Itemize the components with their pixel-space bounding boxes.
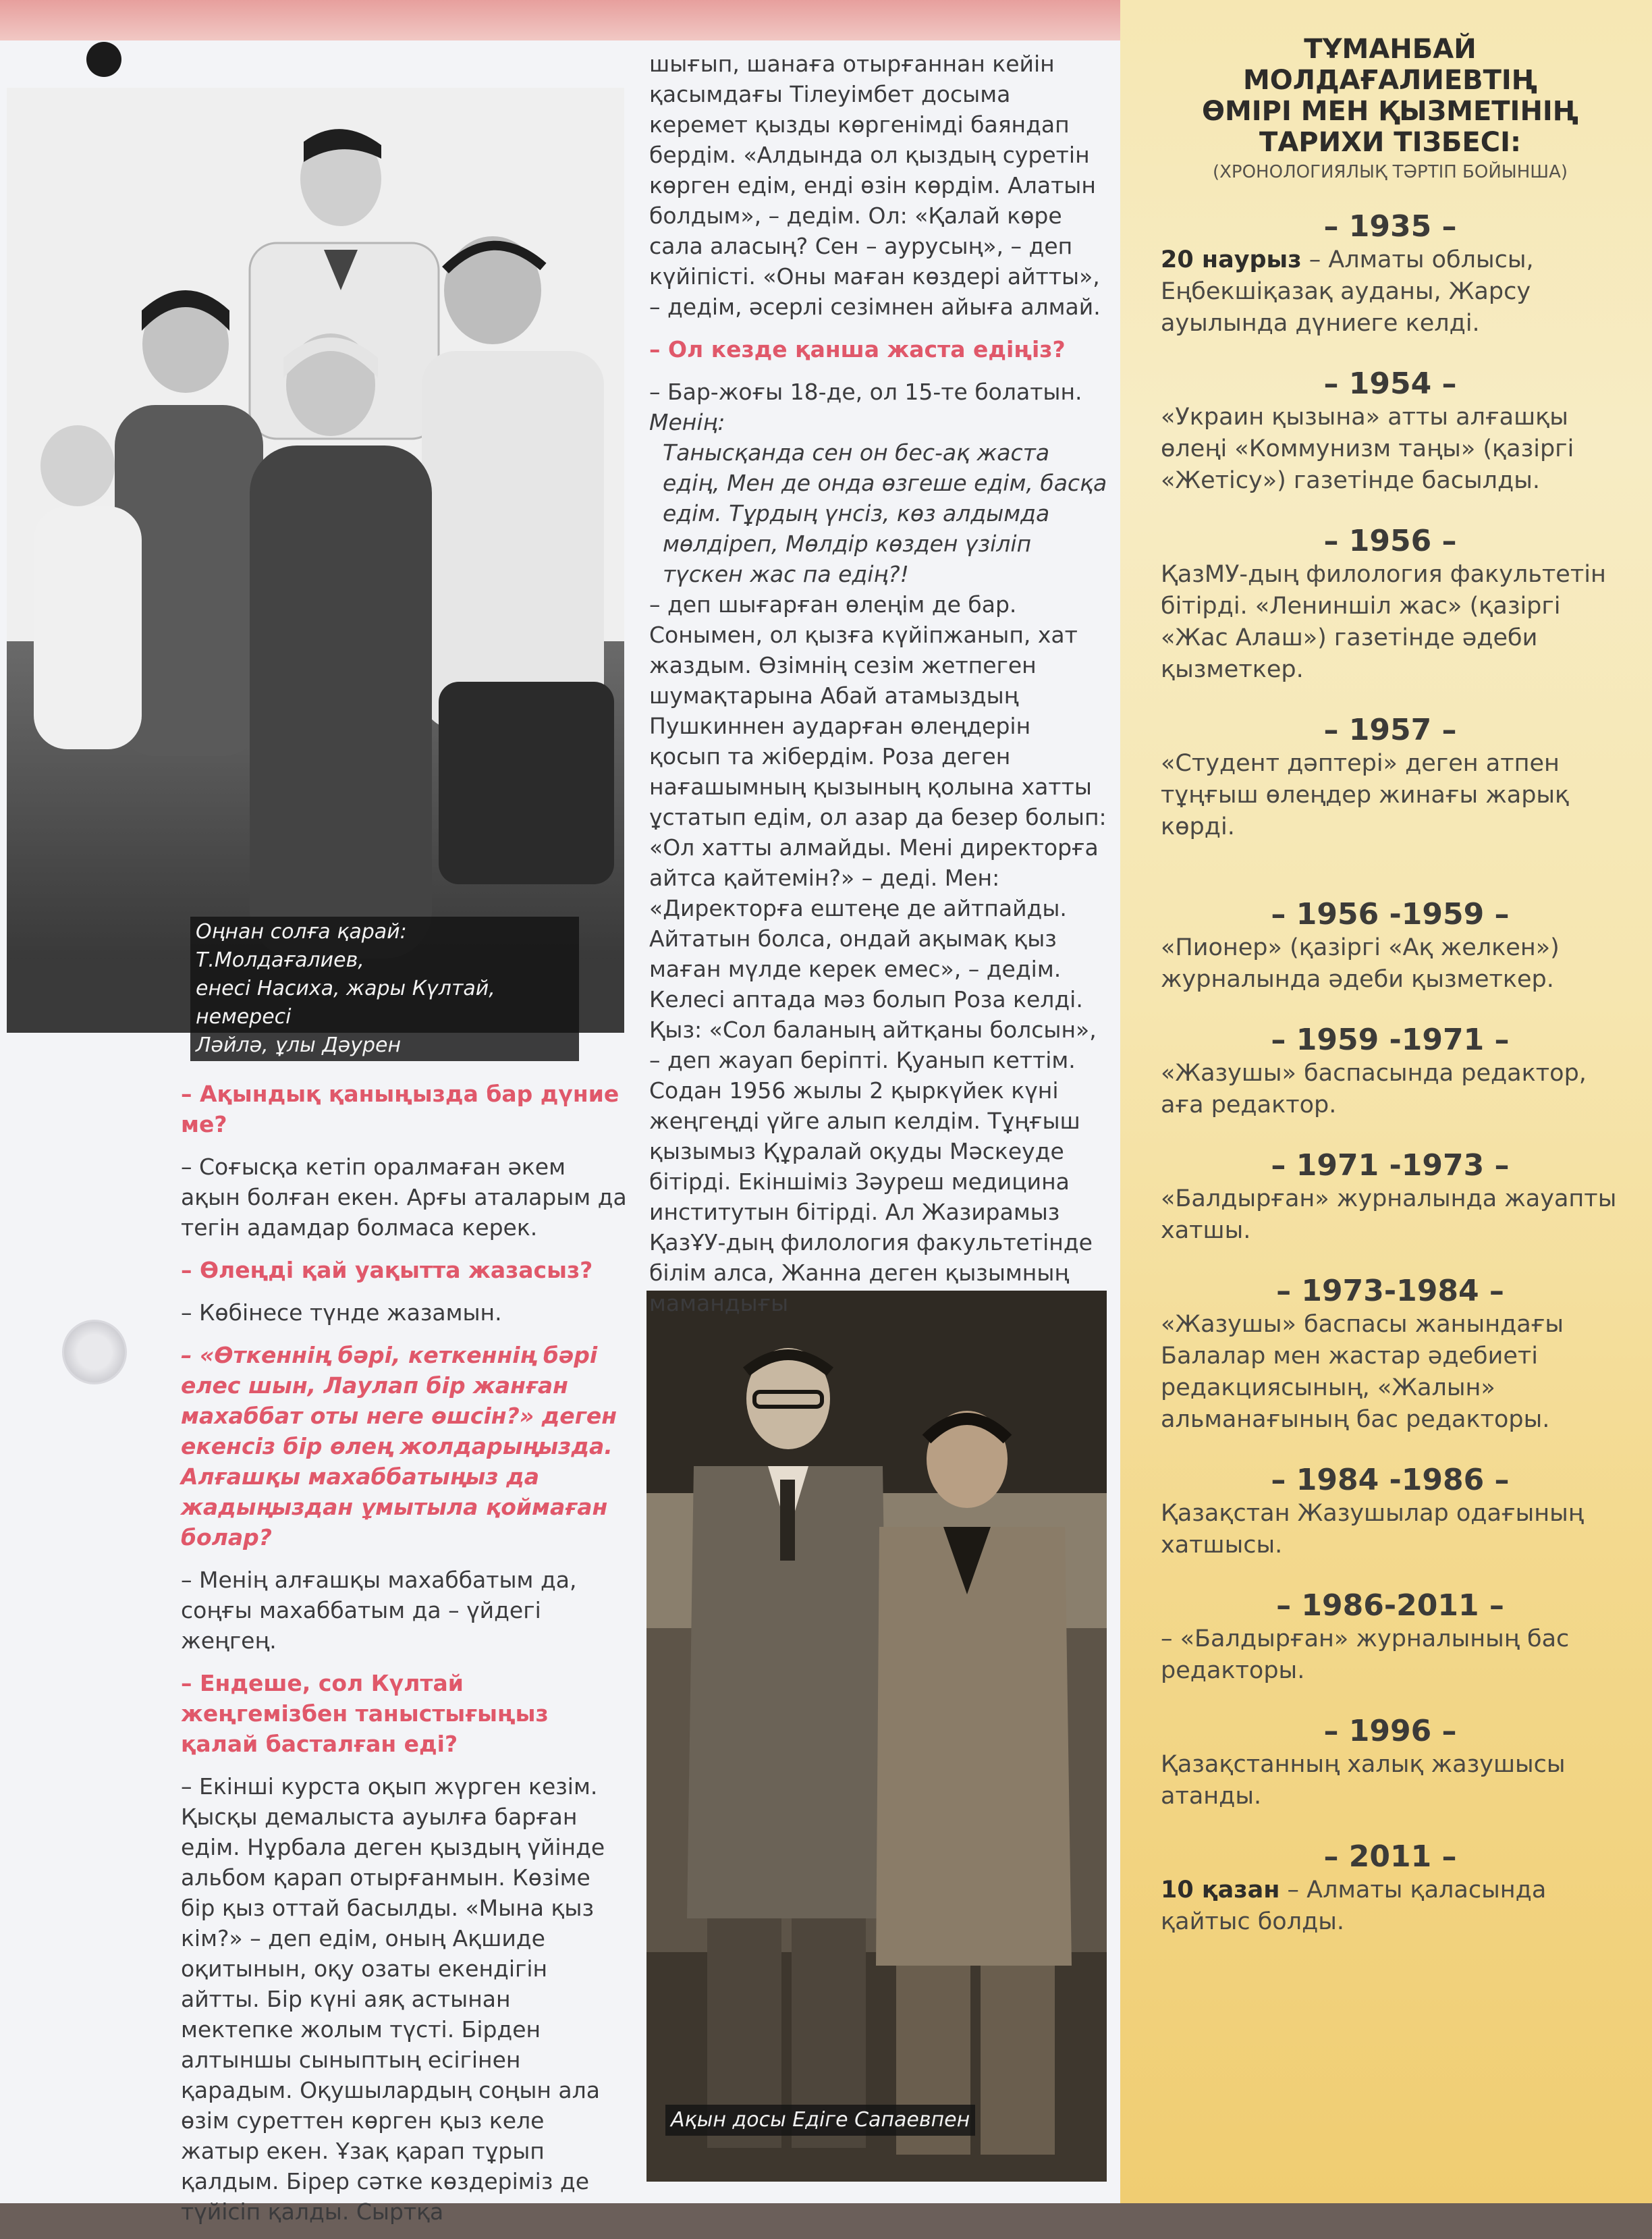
year-label: – 1996 – [1323,1714,1457,1748]
year-label: – 1954 – [1323,367,1457,401]
chronology-sidebar [1120,0,1652,2203]
year-label: – 1973-1984 – [1276,1274,1504,1308]
binder-hole-middle [62,1320,127,1384]
title-line-4: ТАРИХИ ТІЗБЕСІ: [1259,127,1521,158]
poet-with-friend-photo [646,1291,1107,2182]
family-caption-line-3: Ләйлә, ұлы Дәурен [196,1033,402,1057]
entry-1973-1984 [1154,1274,1626,1436]
entry-1959-1971 [1154,1023,1626,1121]
entry-2011 [1154,1839,1626,1938]
entry-text: «Украин қызына» атты алғашқы өлеңі «Коммунизм таңы» (қазіргі «Жетісу») газетінде басылды. [1161,404,1574,494]
year-label: – 1986-2011 – [1276,1588,1504,1623]
entry-1971-1973 [1154,1148,1626,1247]
question-3: – «Өткеннің бәрі, кеткеннің бәрі елес шын, Лаулап бір жанған махаббат оты неге өшсін?» деген екенсіз бір өлең жолдарыңызда. Алғашқы махаббатыңыз да жадыңыздан ұмытыла қоймаған болар? [181,1342,617,1550]
entry-text: «Балдырған» журналында жауапты хатшы. [1161,1185,1617,1244]
column-2-intro: шығып, шанаға отырғаннан кейін қасымдағы Тілеуімбет досыма керемет қызды көргенімді баяндап бердім. «Алдында ол қыздың суретін көрген едім, енді өзін көрдім. Алатын болдым», – дедім. Ол: «Қалай көре сала аласың? Сен – аурусың», – деп күйіпісті. «Оны маған көздері айтты», – дедім, әсерлі сезімнен айыға алмай. [649,51,1101,320]
entry-1996 [1154,1714,1626,1812]
title-line-1: ТҰМАНБАЙ [1304,34,1477,65]
family-photo-illustration [7,88,624,1033]
year-label: – 1971 -1973 – [1271,1148,1510,1183]
date-lead: 10 қазан [1161,1877,1280,1904]
poet-photo-illustration [646,1291,1107,2182]
entry-1986-2011 [1154,1588,1626,1687]
answer-1: – Соғысқа кетіп оралмаған әкем ақын болған екен. Арғы аталарым да тегін адамдар болмаса керек. [181,1154,627,1241]
family-caption-line-1: Оңнан солға қарай: Т.Молдағалиев, [196,920,407,972]
binder-hole-top [86,42,121,77]
entry-text: – Алматы облысы, Еңбекшіқазақ ауданы, Жарсу ауылында дүниеге келді. [1161,246,1534,337]
column-2-story: – деп шығарған өлеңім де бар. Сонымен, ол қызға күйіпжанып, хат жаздым. Өзімнің сезім жетпеген шумақтарына Абай атамыздың Пушкиннен аударған өлеңдерін қосып та жібердім. Роза деген нағашымның қызының қолына хатты ұстатып едім, ол азар да безер болып: «Ол хатты алмайды. Мені директорға айтса қайтемін?» – деді. Мен: «Директорға ештеңе де айтпайды. Айтатын болса, ондай ақымақ қыз маған мүлде керек емес», – дедім. Келесі аптада мәз болып Роза келді. Қыз: «Сол баланың айтқаны болсын», – деп жауап беріпті. Қуанып кеттім. Содан 1956 жылы 2 қыркүйек күні жеңгеңді үйге алып келдім. Тұңғыш қызымыз Құралай оқуды Мәскеуде бітірді. Екіншіміз Зәуреш медицина институтын бітірді. Ал Жазирамыз ҚазҰУ-дың филология факультетінде білім алса, Жанна деген қызымның мамандығы [649,591,1107,1316]
entry-text: – «Балдырған» журналының бас редакторы. [1161,1625,1570,1684]
question-2: – Өлеңді қай уақытта жазасыз? [181,1257,593,1283]
chronology-content [1154,34,1626,1938]
entry-1957 [1154,713,1626,843]
entry-text: «Жазушы» баспасында редактор, аға редактор. [1161,1060,1587,1118]
poem-verse: Танысқанда сен он бес-ақ жаста едің, Мен де онда өзгеше едім, басқа едім. Тұрдың үнсіз, көз алдымда мөлдіреп, Мөлдір көзден үзіліп түскен жас па едің?! [663,439,1107,587]
interview-column-1 [181,1079,628,2239]
year-label: – 2011 – [1323,1839,1457,1874]
question-age: – Ол кезде қанша жаста едіңіз? [649,336,1066,362]
answer-2: – Көбінесе түнде жазамын. [181,1299,502,1326]
family-caption-line-2: енесі Насиха, жары Күлтай, немересі [196,977,495,1029]
poem-label: Менің: [649,409,725,435]
family-photo [7,88,624,1033]
year-label: – 1957 – [1323,713,1457,747]
top-pink-band [0,0,1120,41]
entry-1935 [1154,209,1626,340]
poet-photo-caption: Ақын досы Едіге Сапаевпен [665,2105,975,2136]
entry-1954 [1154,367,1626,497]
entry-text: «Жазушы» баспасы жанындағы Балалар мен жастар әдебиеті редакциясының, «Жалын» альманағының бас редакторы. [1161,1311,1564,1433]
title-line-2: МОЛДАҒАЛИЕВТІҢ [1242,65,1538,96]
entry-text: – Алматы қаласында қайтыс болды. [1161,1877,1547,1935]
chronology-title [1154,34,1626,158]
interview-column-2 [649,49,1108,1330]
date-lead: 20 наурыз [1161,246,1302,273]
year-label: – 1984 -1986 – [1271,1463,1510,1497]
year-label: – 1959 -1971 – [1271,1023,1510,1057]
question-1: – Ақындық қаныңызда бар дүние ме? [181,1081,620,1137]
entry-text: «Пионер» (қазіргі «Ақ желкен») журналында әдеби қызметкер. [1161,934,1560,993]
chronology-subtitle: (ХРОНОЛОГИЯЛЫҚ ТӘРТІП БОЙЫНША) [1212,162,1568,182]
entry-1956-1959 [1154,897,1626,996]
year-label: – 1956 – [1323,524,1457,558]
answer-4: – Екінші курста оқып жүрген кезім. Қысқы демалыста ауылға барған едім. Нұрбала деген қыздың үйінде альбом қарап отырғанмын. Көзіме бір қыз оттай басылды. «Мына қыз кім?» – деп едім, оның Ақшиде оқитынын, оқу озаты екендігін айтты. Бір күні аяқ астынан мектепке жолым түсті. Бірден алтыншы сыныптың есігінен қарадым. Оқушылардың соңын ала өзім суреттен көрген қыз келе жатыр екен. Ұзақ қарап тұрып қалдым. Бірер сәтке көздеріміз де түйісіп қалды. Сыртқа [181,1773,605,2225]
entry-text: Қазақстанның халық жазушысы атанды. [1161,1751,1566,1810]
answer-age: – Бар-жоғы 18-де, ол 15-те болатын. [649,379,1082,405]
entry-text: «Студент дәптері» деген атпен тұңғыш өлеңдер жинағы жарық көрді. [1161,750,1570,840]
question-4: – Ендеше, сол Күлтай жеңгемізбен таныстығыңыз қалай басталған еді? [181,1670,549,1757]
entry-text: ҚазМУ-дың филология факультетін бітірді. «Лениншіл жас» (қазіргі «Жас Алаш») газетінде әдеби қызметкер. [1161,561,1606,683]
year-label: – 1956 -1959 – [1271,897,1510,932]
year-label: – 1935 – [1323,209,1457,244]
entry-text: Қазақстан Жазушылар одағының хатшысы. [1161,1500,1584,1559]
family-photo-caption [190,917,579,1061]
entry-1956 [1154,524,1626,686]
answer-3: – Менің алғашқы махаббатым да, соңғы махаббатым да – үйдегі жеңгең. [181,1567,577,1654]
title-line-3: ӨМІРІ МЕН ҚЫЗМЕТІНІҢ [1201,96,1579,127]
entry-1984-1986 [1154,1463,1626,1561]
